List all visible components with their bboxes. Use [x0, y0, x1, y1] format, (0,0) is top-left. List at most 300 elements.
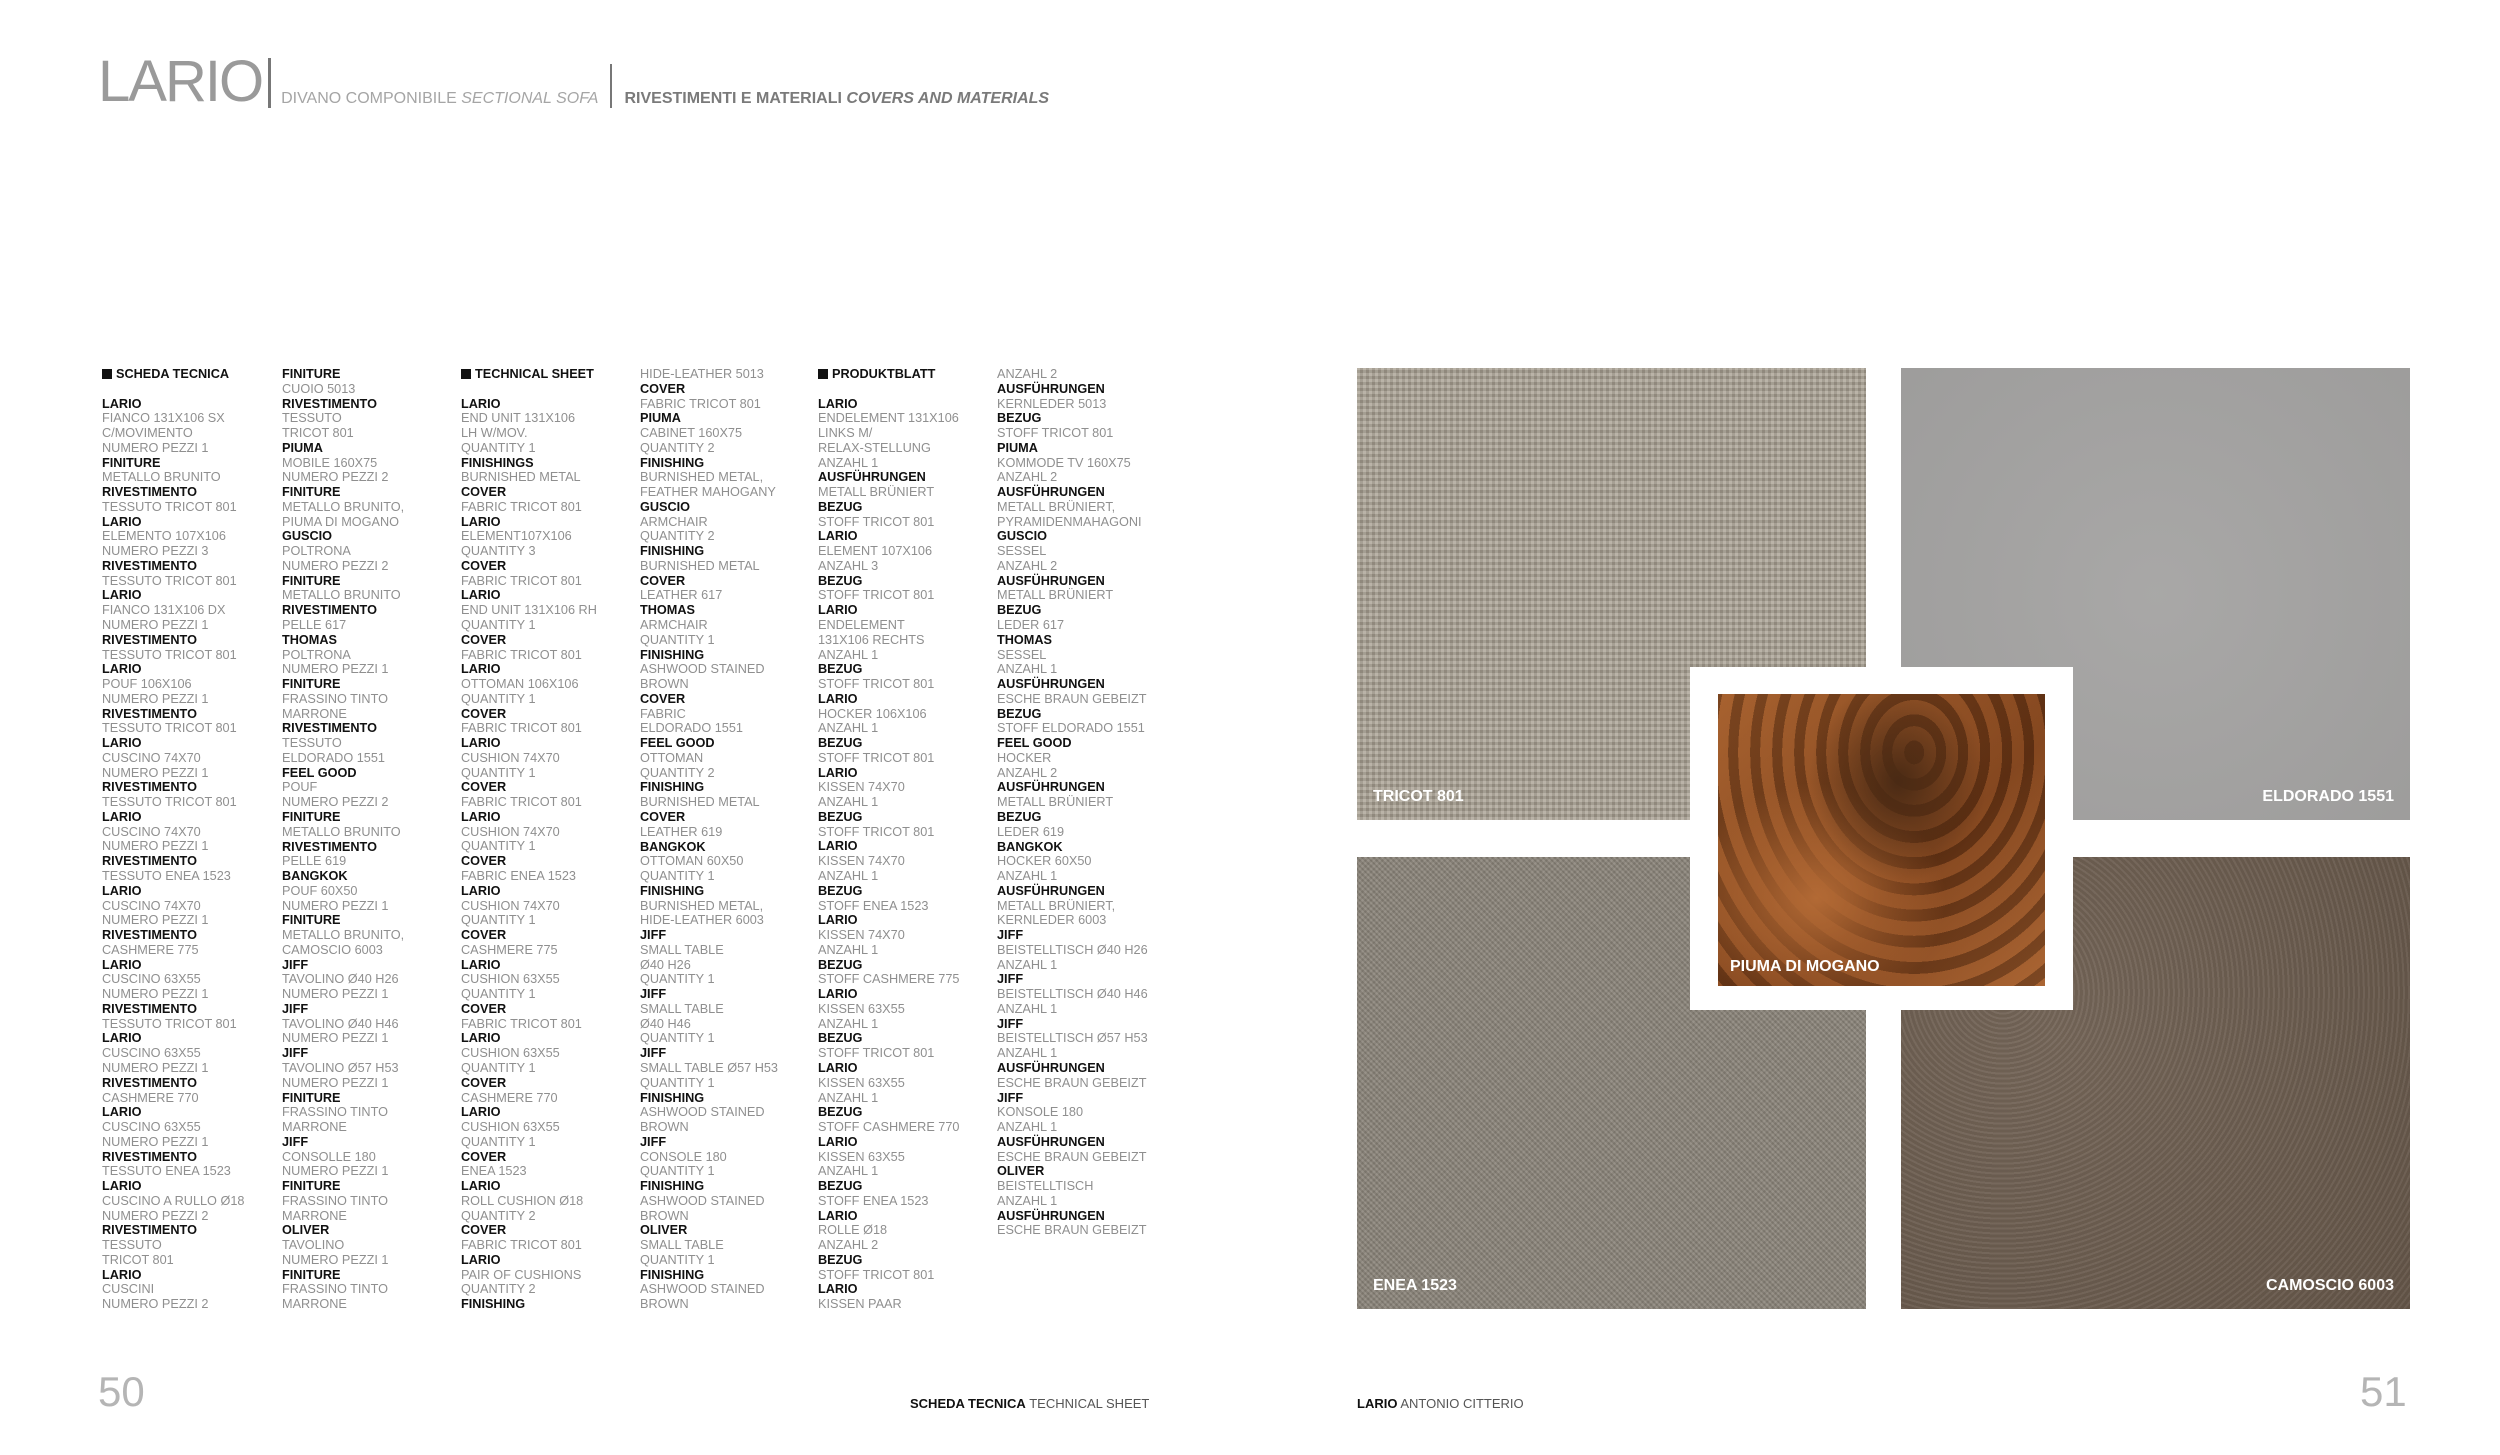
square-bullet-icon: [102, 369, 112, 379]
spec-item-value: TESSUTO TRICOT 801: [102, 795, 237, 810]
swatch-label: PIUMA DI MOGANO: [1730, 958, 1880, 975]
spec-item-name: BEZUG: [818, 883, 863, 898]
spec-item-value: ESCHE BRAUN GEBEIZT: [997, 1149, 1147, 1164]
spec-item-name: COVER: [640, 573, 686, 588]
spec-item-value: NUMERO PEZZI 2: [282, 795, 389, 810]
spec-item-value: ANZAHL 2: [997, 558, 1058, 573]
spec-item-value: FABRIC TRICOT 801: [461, 721, 582, 736]
spec-item-name: COVER: [461, 1001, 507, 1016]
spec-item-name: FINITURE: [282, 573, 341, 588]
spec-item-name: RIVESTIMENTO: [102, 1001, 197, 1016]
spec-item-value: ANZAHL 2: [997, 367, 1058, 381]
spec-item-value: QUANTITY 1: [461, 618, 536, 632]
spec-item-value: ANZAHL 1: [818, 455, 879, 470]
spec-item-value: STOFF TRICOT 801: [818, 824, 935, 839]
spec-item-value: TESSUTO: [282, 736, 342, 751]
spec-item-value: NUMERO PEZZI 1: [102, 691, 209, 706]
spec-item-value: STOFF TRICOT 801: [818, 750, 935, 765]
spec-item-name: FINISHING: [461, 1297, 526, 1312]
spec-item-name: LARIO: [461, 957, 501, 972]
spec-item-value: KONSOLE 180: [997, 1105, 1084, 1120]
spec-item-value: NUMERO PEZZI 3: [102, 544, 209, 559]
spec-item-name: BEZUG: [818, 1031, 863, 1046]
spec-item-value: CASHMERE 770: [461, 1090, 558, 1105]
spec-item-name: LARIO: [102, 588, 142, 603]
spec-item-value: QUANTITY 1: [461, 839, 536, 854]
spec-item-value: TESSUTO TRICOT 801: [102, 647, 237, 662]
spec-item-value: ANZAHL 1: [818, 1016, 879, 1031]
spec-item-name: RIVESTIMENTO: [102, 1223, 197, 1238]
header-divider-2: [610, 64, 612, 108]
spec-item-name: BEZUG: [818, 1179, 863, 1194]
spec-item-value: NUMERO PEZZI 1: [282, 1075, 389, 1090]
subtitle-it: DIVANO COMPONIBILE: [281, 90, 457, 107]
spec-item-value: QUANTITY 3: [461, 544, 536, 559]
spec-item-value: HIDE-LEATHER 6003: [640, 913, 764, 928]
spec-item-value: ANZAHL 2: [818, 1238, 879, 1253]
spec-item-value: METALLO BRUNITO: [102, 470, 221, 485]
spec-item-value: ANZAHL 1: [997, 1193, 1058, 1208]
spec-item-value: C/MOVIMENTO: [102, 426, 193, 441]
spec-item-name: RIVESTIMENTO: [102, 928, 197, 943]
spec-item-value: TAVOLINO: [282, 1238, 345, 1253]
spec-item-value: SMALL TABLE: [640, 1238, 724, 1253]
spec-item-value: QUANTITY 1: [640, 632, 715, 647]
spec-item-value: FABRIC TRICOT 801: [461, 795, 582, 810]
spec-item-name: LARIO: [818, 765, 858, 780]
spec-item-value: PYRAMIDENMAHAGONI: [997, 514, 1142, 529]
spec-item-value: STOFF TRICOT 801: [818, 514, 935, 529]
spec-item-name: LARIO: [461, 809, 501, 824]
spec-item-value: NUMERO PEZZI 1: [282, 1252, 389, 1267]
spec-item-value: METALL BRÜNIERT: [997, 588, 1114, 603]
spec-item-value: STOFF TRICOT 801: [818, 1267, 935, 1282]
spec-column-de-1: [818, 367, 1003, 1312]
spec-item-value: QUANTITY 1: [461, 987, 536, 1002]
spec-item-value: POUF: [282, 780, 318, 795]
spec-item-name: LARIO: [102, 396, 142, 411]
spec-item-value: CAMOSCIO 6003: [282, 942, 383, 957]
spec-item-value: METALL BRÜNIERT,: [997, 898, 1116, 913]
header-subtitle: [281, 90, 598, 108]
spec-item-value: FIANCO 131X106 SX: [102, 411, 225, 426]
spec-item-value: QUANTITY 2: [640, 529, 715, 544]
spec-item-value: ANZAHL 1: [818, 942, 879, 957]
spec-item-name: FEEL GOOD: [282, 765, 357, 780]
spec-item-value: FABRIC ENEA 1523: [461, 869, 576, 884]
footer-center-text: TECHNICAL SHEET: [1029, 1396, 1150, 1411]
spec-item-value: ANZAHL 1: [818, 647, 879, 662]
spec-item-value: LEATHER 617: [640, 588, 723, 603]
spec-item-name: LARIO: [818, 987, 858, 1002]
spec-item-value: ANZAHL 1: [997, 1120, 1058, 1135]
spec-item-value: HOCKER 106X106: [818, 706, 927, 721]
spec-item-value: STOFF ENEA 1523: [818, 1193, 929, 1208]
spec-item-name: FINISHING: [640, 1179, 705, 1194]
spec-item-name: LARIO: [102, 1267, 142, 1282]
spec-item-value: CUSCINO 74X70: [102, 898, 201, 913]
footer-center-bold: SCHEDA TECNICA: [910, 1396, 1026, 1411]
spec-item-value: PELLE 617: [282, 618, 347, 633]
spec-item-value: ANZAHL 1: [818, 869, 879, 884]
spec-item-name: RIVESTIMENTO: [102, 1149, 197, 1164]
spec-item-value: SMALL TABLE Ø57 H53: [640, 1060, 778, 1075]
spec-item-value: KISSEN 74X70: [818, 854, 905, 869]
spec-item-value: QUANTITY 1: [461, 913, 536, 928]
spec-item-value: METALL BRÜNIERT: [997, 795, 1114, 810]
spec-item-value: ANZAHL 2: [997, 765, 1058, 780]
swatch-label: TRICOT 801: [1373, 788, 1464, 805]
spec-item-name: AUSFÜHRUNGEN: [997, 381, 1105, 396]
spec-item-name: COVER: [461, 1223, 507, 1238]
spec-item-value: END UNIT 131X106: [461, 411, 576, 426]
spec-item-name: THOMAS: [997, 632, 1052, 647]
spec-item-value: LH W/MOV.: [461, 426, 528, 441]
spec-item-value: ELDORADO 1551: [640, 721, 743, 736]
spec-item-name: JIFF: [997, 928, 1024, 943]
spec-item-value: FABRIC TRICOT 801: [461, 1238, 582, 1253]
spec-item-name: BANGKOK: [282, 869, 348, 884]
spec-item-value: NUMERO PEZZI 1: [282, 898, 389, 913]
spec-item-name: JIFF: [640, 1134, 667, 1149]
spec-item-value: STOFF TRICOT 801: [818, 588, 935, 603]
spec-item-value: BROWN: [640, 677, 689, 692]
brand-title: LARIO: [98, 49, 263, 114]
spec-item-value: ASHWOOD STAINED: [640, 1105, 765, 1120]
spec-item-value: KISSEN 74X70: [818, 780, 905, 795]
spec-item-value: BEISTELLTISCH Ø40 H46: [997, 987, 1148, 1002]
spec-item-value: KISSEN 63X55: [818, 1149, 905, 1164]
column-heading: [102, 367, 287, 382]
spec-item-name: COVER: [461, 1149, 507, 1164]
spec-item-name: AUSFÜHRUNGEN: [997, 1060, 1105, 1075]
spec-item-value: HIDE-LEATHER 5013: [640, 367, 764, 381]
spec-item-value: FRASSINO TINTO: [282, 1193, 388, 1208]
spec-item-value: BEISTELLTISCH Ø57 H53: [997, 1031, 1148, 1046]
spec-item-value: SESSEL: [997, 544, 1047, 559]
spec-item-value: MARRONE: [282, 1297, 347, 1312]
spec-item-name: RIVESTIMENTO: [102, 706, 197, 721]
spec-item-value: QUANTITY 2: [640, 765, 715, 780]
spec-item-value: STOFF CASHMERE 775: [818, 972, 960, 987]
spec-item-value: LEDER 617: [997, 618, 1064, 633]
spec-item-value: STOFF TRICOT 801: [997, 426, 1114, 441]
spec-item-name: LARIO: [818, 529, 858, 544]
spec-item-value: OTTOMAN 106X106: [461, 677, 579, 692]
spec-item-name: LARIO: [102, 883, 142, 898]
spec-item-name: COVER: [461, 706, 507, 721]
spec-item-name: COVER: [640, 381, 686, 396]
spec-item-value: HOCKER 60X50: [997, 854, 1092, 869]
spec-item-value: QUANTITY 1: [640, 1031, 715, 1046]
spec-item-value: CUSHION 63X55: [461, 1120, 560, 1135]
spec-item-value: ROLL CUSHION Ø18: [461, 1193, 584, 1208]
swatch-label: CAMOSCIO 6003: [2265, 1277, 2394, 1294]
footer-right-text: ANTONIO CITTERIO: [1400, 1396, 1524, 1411]
spec-item-name: AUSFÜHRUNGEN: [997, 573, 1105, 588]
spec-item-value: CASHMERE 775: [461, 942, 558, 957]
spec-item-value: FABRIC TRICOT 801: [461, 573, 582, 588]
spec-item-value: MARRONE: [282, 706, 347, 721]
spec-item-value: QUANTITY 2: [640, 440, 715, 455]
spec-item-value: KOMMODE TV 160X75: [997, 455, 1131, 470]
spec-item-value: SMALL TABLE: [640, 942, 724, 957]
spec-item-value: SMALL TABLE: [640, 1001, 724, 1016]
spec-item-name: OLIVER: [997, 1164, 1045, 1179]
footer-right: [1357, 1396, 1524, 1411]
spec-item-name: COVER: [461, 780, 507, 795]
spec-item-value: HOCKER: [997, 750, 1052, 765]
spec-item-value: KISSEN 74X70: [818, 928, 905, 943]
header-divider: [268, 58, 271, 108]
spec-item-name: BEZUG: [818, 957, 863, 972]
spec-item-value: CUSHION 63X55: [461, 972, 560, 987]
spec-item-value: ANZAHL 3: [818, 558, 879, 573]
spec-item-value: FABRIC TRICOT 801: [461, 647, 582, 662]
spec-item-name: BEZUG: [997, 706, 1042, 721]
spec-item-name: RIVESTIMENTO: [282, 721, 377, 736]
spec-item-value: QUANTITY 1: [640, 1164, 715, 1179]
spec-item-value: NUMERO PEZZI 1: [282, 987, 389, 1002]
spec-item-value: LEATHER 619: [640, 824, 723, 839]
spec-item-value: NUMERO PEZZI 1: [102, 987, 209, 1002]
spec-item-name: LARIO: [461, 1252, 501, 1267]
spec-item-name: FEEL GOOD: [997, 736, 1072, 751]
spec-item-value: TAVOLINO Ø57 H53: [282, 1060, 399, 1075]
spec-item-name: RIVESTIMENTO: [102, 1075, 197, 1090]
spec-item-value: CUSHION 74X70: [461, 750, 560, 765]
spec-item-name: LARIO: [102, 1179, 142, 1194]
spec-item-name: FINITURE: [102, 455, 161, 470]
spec-item-name: AUSFÜHRUNGEN: [997, 1208, 1105, 1223]
spec-item-name: RIVESTIMENTO: [282, 603, 377, 618]
spec-item-value: MOBILE 160X75: [282, 455, 378, 470]
spec-item-name: AUSFÜHRUNGEN: [997, 677, 1105, 692]
spec-item-value: ANZAHL 1: [818, 721, 879, 736]
spec-item-value: FABRIC: [640, 706, 686, 721]
spec-item-value: METALLO BRUNITO,: [282, 499, 405, 514]
spec-item-value: QUANTITY 1: [640, 1075, 715, 1090]
spec-item-name: BEZUG: [997, 603, 1042, 618]
page-number-right: 51: [2360, 1368, 2407, 1415]
spec-item-name: LARIO: [461, 1179, 501, 1194]
spec-item-value: CONSOLLE 180: [282, 1149, 376, 1164]
spec-item-name: JIFF: [997, 1016, 1024, 1031]
spec-item-name: BEZUG: [818, 1252, 863, 1267]
spec-item-name: JIFF: [282, 1134, 309, 1149]
spec-item-name: PIUMA: [640, 411, 681, 426]
spec-item-name: GUSCIO: [640, 499, 691, 514]
spec-item-value: TAVOLINO Ø40 H46: [282, 1016, 399, 1031]
spec-item-name: RIVESTIMENTO: [282, 839, 377, 854]
spec-item-value: ANZAHL 1: [997, 869, 1058, 884]
spec-item-value: FRASSINO TINTO: [282, 691, 388, 706]
spec-item-value: STOFF TRICOT 801: [818, 677, 935, 692]
spec-item-value: STOFF TRICOT 801: [818, 1046, 935, 1061]
spec-item-name: BEZUG: [818, 662, 863, 677]
spec-item-value: QUANTITY 1: [640, 1252, 715, 1267]
spec-item-name: LARIO: [102, 809, 142, 824]
spec-item-value: METALLO BRUNITO: [282, 824, 401, 839]
spec-item-name: LARIO: [461, 883, 501, 898]
spec-item-value: STOFF ELDORADO 1551: [997, 721, 1145, 736]
header-section: [624, 90, 1049, 108]
spec-item-value: ANZAHL 2: [997, 470, 1058, 485]
spec-item-name: JIFF: [997, 1090, 1024, 1105]
spec-item-value: PAIR OF CUSHIONS: [461, 1267, 582, 1282]
spec-item-name: FEEL GOOD: [640, 736, 715, 751]
spec-item-value: PIUMA DI MOGANO: [282, 514, 400, 529]
spec-item-value: CUSCINO 63X55: [102, 972, 201, 987]
spec-item-name: JIFF: [640, 987, 667, 1002]
spec-item-value: NUMERO PEZZI 1: [102, 1134, 209, 1149]
spec-item-name: AUSFÜHRUNGEN: [997, 883, 1105, 898]
spec-item-name: BANGKOK: [997, 839, 1063, 854]
spec-item-value: NUMERO PEZZI 1: [282, 1031, 389, 1046]
spec-item-value: FABRIC TRICOT 801: [640, 396, 761, 411]
spec-item-value: QUANTITY 1: [461, 1060, 536, 1075]
spec-item-name: FINISHINGS: [461, 455, 534, 470]
spec-item-name: RIVESTIMENTO: [102, 632, 197, 647]
section-it: RIVESTIMENTI E MATERIALI: [624, 90, 842, 107]
spec-item-value: TRICOT 801: [282, 426, 354, 441]
spec-item-name: LARIO: [461, 1031, 501, 1046]
spec-item-value: NUMERO PEZZI 1: [102, 618, 209, 632]
spec-item-value: FRASSINO TINTO: [282, 1282, 388, 1297]
spec-item-value: POUF 106X106: [102, 677, 192, 692]
spec-item-name: FINISHING: [640, 647, 705, 662]
spec-item-value: METALL BRÜNIERT: [818, 485, 935, 500]
spec-item-value: POLTRONA: [282, 647, 351, 662]
spec-item-value: LEDER 619: [997, 824, 1064, 839]
spec-item-name: LARIO: [818, 603, 858, 618]
spec-item-value: QUANTITY 1: [461, 440, 536, 455]
spec-item-name: BEZUG: [818, 573, 863, 588]
spec-item-name: LARIO: [102, 736, 142, 751]
spec-item-name: COVER: [461, 1075, 507, 1090]
spec-item-value: CASHMERE 770: [102, 1090, 199, 1105]
spec-item-name: FINITURE: [282, 809, 341, 824]
spec-item-name: FINITURE: [282, 1179, 341, 1194]
spec-item-value: POLTRONA: [282, 544, 351, 559]
spec-item-name: JIFF: [997, 972, 1024, 987]
spec-item-value: CUSCINO 74X70: [102, 750, 201, 765]
spec-item-name: FINITURE: [282, 1090, 341, 1105]
spec-item-value: BURNISHED METAL: [640, 795, 760, 810]
spec-item-name: COVER: [640, 691, 686, 706]
spec-item-name: LARIO: [461, 514, 501, 529]
spec-item-value: ANZAHL 1: [997, 957, 1058, 972]
spec-item-name: PIUMA: [997, 440, 1038, 455]
spec-item-value: LINKS M/: [818, 426, 873, 441]
spec-item-value: ASHWOOD STAINED: [640, 1193, 765, 1208]
spec-item-value: QUANTITY 1: [461, 1134, 536, 1149]
spec-item-name: LARIO: [461, 1105, 501, 1120]
spec-item-value: QUANTITY 2: [461, 1282, 536, 1297]
spec-item-value: PELLE 619: [282, 854, 347, 869]
spec-item-value: SESSEL: [997, 647, 1047, 662]
spec-item-name: LARIO: [102, 957, 142, 972]
spec-item-name: FINITURE: [282, 1267, 341, 1282]
spec-item-name: COVER: [461, 558, 507, 573]
spec-item-value: NUMERO PEZZI 1: [102, 839, 209, 854]
spec-item-value: BEISTELLTISCH Ø40 H26: [997, 942, 1148, 957]
spec-item-value: ROLLE Ø18: [818, 1223, 888, 1238]
spec-item-value: MARRONE: [282, 1120, 347, 1135]
square-bullet-icon: [818, 369, 828, 379]
spec-item-value: FABRIC TRICOT 801: [461, 1016, 582, 1031]
spec-item-name: FINISHING: [640, 544, 705, 559]
spec-item-value: QUANTITY 2: [461, 1208, 536, 1223]
spec-item-value: ANZAHL 1: [818, 1164, 879, 1179]
spec-item-name: RIVESTIMENTO: [102, 558, 197, 573]
spec-item-value: RELAX-STELLUNG: [818, 440, 931, 455]
spec-item-value: MARRONE: [282, 1208, 347, 1223]
column-heading: [818, 367, 1003, 382]
spec-item-value: TESSUTO ENEA 1523: [102, 1164, 231, 1179]
spec-column-en-1: [461, 367, 646, 1312]
spec-item-name: BEZUG: [818, 736, 863, 751]
spec-item-value: KISSEN PAAR: [818, 1297, 902, 1312]
spec-item-value: ANZAHL 1: [997, 662, 1058, 677]
spec-item-value: CUSHION 74X70: [461, 824, 560, 839]
spec-item-value: CUOIO 5013: [282, 381, 356, 396]
spec-item-value: TESSUTO: [102, 1238, 162, 1253]
spec-item-value: CUSCINO 74X70: [102, 824, 201, 839]
spec-item-value: STOFF CASHMERE 770: [818, 1120, 960, 1135]
spec-item-name: LARIO: [461, 396, 501, 411]
spec-item-value: TESSUTO TRICOT 801: [102, 573, 237, 588]
spec-item-value: NUMERO PEZZI 1: [282, 1164, 389, 1179]
spec-item-name: RIVESTIMENTO: [102, 854, 197, 869]
spec-item-value: ESCHE BRAUN GEBEIZT: [997, 691, 1147, 706]
spec-item-value: OTTOMAN 60X50: [640, 854, 744, 869]
spec-item-value: CASHMERE 775: [102, 942, 199, 957]
swatch-label: ELDORADO 1551: [2262, 788, 2394, 805]
spec-item-value: NUMERO PEZZI 1: [102, 1060, 209, 1075]
spec-item-value: KERNLEDER 6003: [997, 913, 1107, 928]
spec-item-value: KISSEN 63X55: [818, 1001, 905, 1016]
spec-item-value: NUMERO PEZZI 1: [102, 765, 209, 780]
spec-item-value: ANZAHL 1: [997, 1046, 1058, 1061]
swatch-label: ENEA 1523: [1373, 1277, 1457, 1294]
spec-item-value: NUMERO PEZZI 2: [282, 470, 389, 485]
spec-column-it-2: [282, 367, 467, 1312]
spec-item-value: CUSCINI: [102, 1282, 155, 1297]
spec-item-value: CUSCINO 63X55: [102, 1046, 201, 1061]
subtitle-en: SECTIONAL SOFA: [461, 90, 599, 107]
spec-item-value: ANZAHL 1: [818, 795, 879, 810]
spec-item-value: KERNLEDER 5013: [997, 396, 1107, 411]
footer-center: [910, 1396, 1149, 1411]
spec-item-value: 131X106 RECHTS: [818, 632, 925, 647]
spec-item-name: LARIO: [102, 662, 142, 677]
spec-item-value: METALLO BRUNITO,: [282, 928, 405, 943]
spec-item-name: FINITURE: [282, 913, 341, 928]
column-heading: [461, 367, 646, 382]
spec-item-name: JIFF: [282, 1046, 309, 1061]
spec-item-value: TESSUTO: [282, 411, 342, 426]
spec-item-value: ANZAHL 1: [997, 1001, 1058, 1016]
spec-item-value: BURNISHED METAL,: [640, 898, 764, 913]
spec-item-value: ESCHE BRAUN GEBEIZT: [997, 1223, 1147, 1238]
spec-item-value: FABRIC TRICOT 801: [461, 499, 582, 514]
spec-item-name: LARIO: [461, 588, 501, 603]
spec-item-name: GUSCIO: [282, 529, 333, 544]
column-heading-text: TECHNICAL SHEET: [475, 367, 594, 381]
spec-item-value: BROWN: [640, 1120, 689, 1135]
spec-item-value: NUMERO PEZZI 1: [102, 440, 209, 455]
